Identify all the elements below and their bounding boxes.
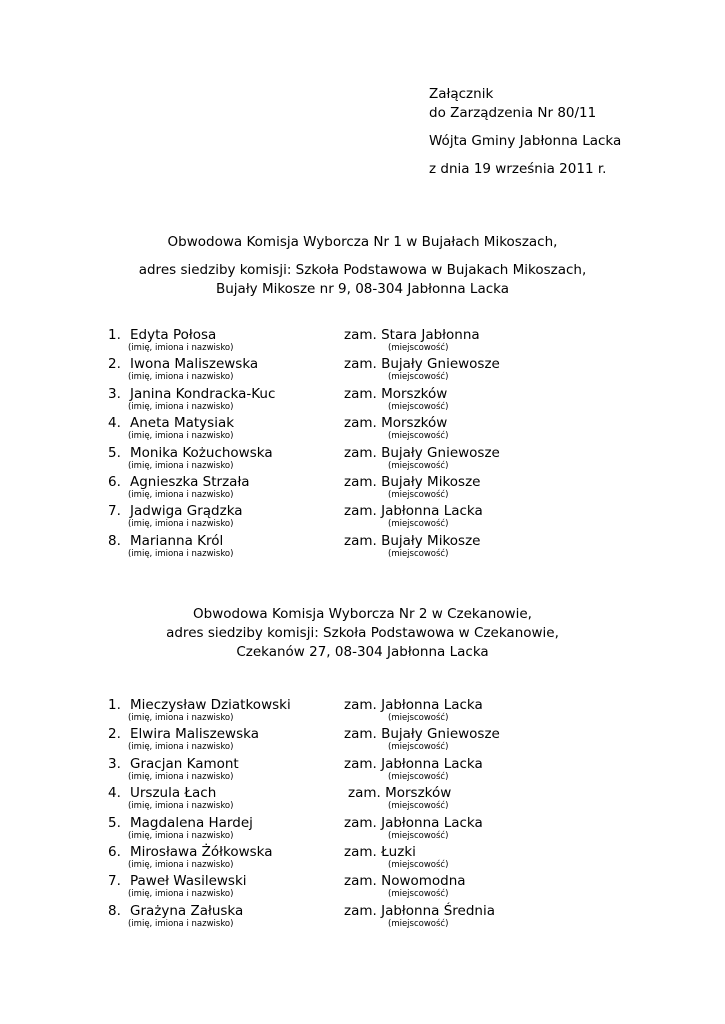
place-caption: (miejscowość) xyxy=(388,401,449,412)
name-caption: (imię, imiona i nazwisko) xyxy=(128,889,234,900)
list-item xyxy=(0,386,725,415)
commission-1-address-line1: adres siedziby komisji: Szkoła Podstawowa w Bujakach Mikoszach, xyxy=(138,262,587,278)
member-number: 3. xyxy=(108,385,121,402)
member-name: Marianna Król xyxy=(130,532,224,549)
name-caption: (imię, imiona i nazwisko) xyxy=(128,401,234,412)
place-caption: (miejscowość) xyxy=(388,713,449,723)
name-caption: (imię, imiona i nazwisko) xyxy=(128,859,234,870)
member-name: Agnieszka Strzała xyxy=(130,473,250,490)
place-caption: (miejscowość) xyxy=(388,489,449,500)
name-caption: (imię, imiona i nazwisko) xyxy=(128,431,234,442)
list-item xyxy=(0,815,725,844)
member-name: Urszula Łach xyxy=(130,785,217,802)
member-residence: zam. Morszków xyxy=(348,785,452,802)
member-number: 8. xyxy=(108,532,121,549)
place-caption: (miejscowość) xyxy=(388,519,449,530)
member-residence: zam. Jabłonna Lacka xyxy=(344,503,483,520)
name-caption: (imię, imiona i nazwisko) xyxy=(128,742,234,753)
name-caption: (imię, imiona i nazwisko) xyxy=(128,771,234,782)
list-item xyxy=(0,327,725,356)
member-number: 2. xyxy=(108,726,121,743)
header-line-attachment: Załącznik xyxy=(429,86,494,102)
member-number: 3. xyxy=(108,755,121,772)
place-caption: (miejscowość) xyxy=(388,548,449,559)
member-number: 2. xyxy=(108,356,121,373)
member-residence: zam. Łuzki xyxy=(344,843,416,860)
name-caption: (imię, imiona i nazwisko) xyxy=(128,519,234,530)
member-name: Iwona Maliszewska xyxy=(130,356,259,373)
place-caption: (miejscowość) xyxy=(388,431,449,442)
member-name: Paweł Wasilewski xyxy=(130,873,247,890)
list-item xyxy=(0,474,725,503)
commission-1-address-line2: Bujały Mikosze nr 9, 08-304 Jabłonna Lacka xyxy=(215,281,509,297)
member-name: Aneta Matysiak xyxy=(130,415,235,432)
member-name: Gracjan Kamont xyxy=(130,755,239,772)
commission-2-member-list xyxy=(0,697,725,932)
list-item xyxy=(0,756,725,785)
member-name: Edyta Połosa xyxy=(130,327,217,343)
place-caption: (miejscowość) xyxy=(388,460,449,471)
name-caption: (imię, imiona i nazwisko) xyxy=(128,830,234,841)
commission-2-address-line2: Czekanów 27, 08-304 Jabłonna Lacka xyxy=(236,644,489,660)
list-item xyxy=(0,533,725,562)
commission-1-title xyxy=(0,233,725,299)
place-caption: (miejscowość) xyxy=(388,859,449,870)
name-caption: (imię, imiona i nazwisko) xyxy=(128,548,234,559)
member-residence: zam. Bujały Gniewosze xyxy=(344,726,500,743)
place-caption: (miejscowość) xyxy=(388,889,449,900)
member-residence: zam. Nowomodna xyxy=(344,873,466,890)
member-number: 6. xyxy=(108,473,121,490)
member-name: Grażyna Załuska xyxy=(130,902,244,919)
name-caption: (imię, imiona i nazwisko) xyxy=(128,343,234,353)
list-item xyxy=(0,697,725,726)
place-caption: (miejscowość) xyxy=(388,918,449,929)
name-caption: (imię, imiona i nazwisko) xyxy=(128,489,234,500)
member-name: Janina Kondracka-Kuc xyxy=(130,385,276,402)
member-residence: zam. Jabłonna Lacka xyxy=(344,755,483,772)
attachment-header xyxy=(429,85,621,179)
header-line-ordinance: do Zarządzenia Nr 80/11 xyxy=(429,105,597,121)
member-name: Jadwiga Grądzka xyxy=(130,503,243,520)
name-caption: (imię, imiona i nazwisko) xyxy=(128,372,234,383)
header-line-date: z dnia 19 września 2011 r. xyxy=(429,161,607,177)
place-caption: (miejscowość) xyxy=(388,343,449,353)
list-item xyxy=(0,903,725,932)
member-name: Mieczysław Dziatkowski xyxy=(130,697,291,713)
list-item xyxy=(0,356,725,385)
list-item xyxy=(0,873,725,902)
member-residence: zam. Bujały Mikosze xyxy=(344,532,481,549)
member-number: 5. xyxy=(108,814,121,831)
list-item xyxy=(0,785,725,814)
place-caption: (miejscowość) xyxy=(388,742,449,753)
member-residence: zam. Jabłonna Średnia xyxy=(344,902,495,919)
header-line-mayor: Wójta Gminy Jabłonna Lacka xyxy=(429,133,622,149)
name-caption: (imię, imiona i nazwisko) xyxy=(128,801,234,812)
place-caption: (miejscowość) xyxy=(388,372,449,383)
commission-1-member-list xyxy=(0,327,725,562)
member-residence: zam. Morszków xyxy=(344,385,448,402)
member-residence: zam. Stara Jabłonna xyxy=(344,327,480,343)
member-number: 4. xyxy=(108,785,121,802)
place-caption: (miejscowość) xyxy=(388,801,449,812)
member-number: 7. xyxy=(108,503,121,520)
member-number: 1. xyxy=(108,697,121,713)
member-residence: zam. Bujały Gniewosze xyxy=(344,444,500,461)
member-number: 7. xyxy=(108,873,121,890)
member-name: Elwira Maliszewska xyxy=(130,726,259,743)
member-number: 5. xyxy=(108,444,121,461)
place-caption: (miejscowość) xyxy=(388,830,449,841)
member-residence: zam. Jabłonna Lacka xyxy=(344,697,483,713)
list-item xyxy=(0,503,725,532)
member-number: 4. xyxy=(108,415,121,432)
member-residence: zam. Bujały Mikosze xyxy=(344,473,481,490)
list-item xyxy=(0,415,725,444)
member-residence: zam. Jabłonna Lacka xyxy=(344,814,483,831)
list-item xyxy=(0,844,725,873)
list-item xyxy=(0,445,725,474)
member-number: 8. xyxy=(108,902,121,919)
name-caption: (imię, imiona i nazwisko) xyxy=(128,460,234,471)
commission-2-title xyxy=(0,605,725,662)
member-residence: zam. Morszków xyxy=(344,415,448,432)
commission-1-name: Obwodowa Komisja Wyborcza Nr 1 w Bujałach Mikoszach, xyxy=(167,234,558,250)
place-caption: (miejscowość) xyxy=(388,771,449,782)
member-name: Mirosława Żółkowska xyxy=(130,843,273,860)
member-number: 1. xyxy=(108,327,121,343)
member-number: 6. xyxy=(108,843,121,860)
name-caption: (imię, imiona i nazwisko) xyxy=(128,713,234,723)
list-item xyxy=(0,726,725,755)
commission-2-name: Obwodowa Komisja Wyborcza Nr 2 w Czekanowie, xyxy=(193,606,532,622)
member-name: Magdalena Hardej xyxy=(130,814,253,831)
commission-2-address-line1: adres siedziby komisji: Szkoła Podstawowa w Czekanowie, xyxy=(166,625,559,641)
name-caption: (imię, imiona i nazwisko) xyxy=(128,918,234,929)
member-residence: zam. Bujały Gniewosze xyxy=(344,356,500,373)
member-name: Monika Kożuchowska xyxy=(130,444,273,461)
